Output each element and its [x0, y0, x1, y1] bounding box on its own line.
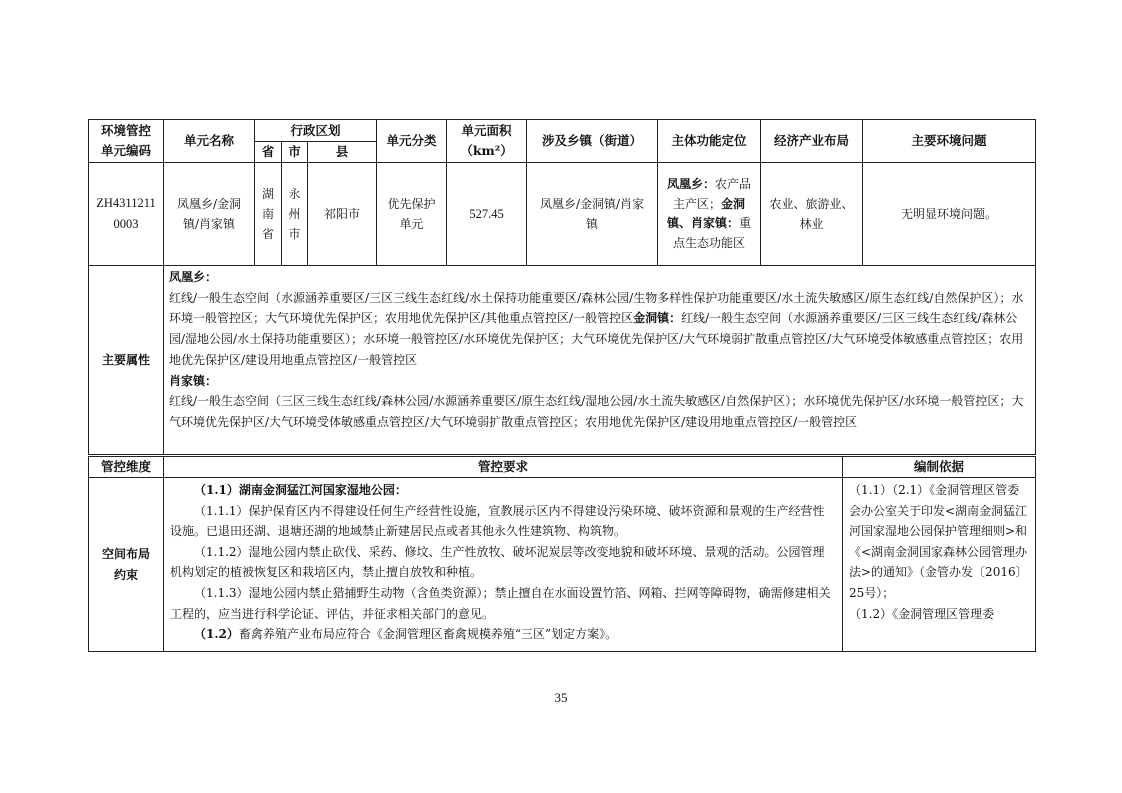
- function-value: [658, 163, 761, 266]
- admin-header: 行政区划: [255, 120, 377, 142]
- name-header: 单元名称: [164, 120, 255, 163]
- jindong-title: 金洞镇：: [633, 311, 682, 326]
- province-header: 省: [255, 142, 282, 163]
- req-1-2: （1.2）畜禽养殖产业布局应符合《金洞管理区畜禽规模养殖“三区”划定方案》。: [194, 627, 618, 642]
- function-header: 主体功能定位: [658, 120, 761, 163]
- dimension-header: 管控维度: [89, 457, 164, 478]
- xiaojia-attributes: 红线/一般生态空间（三区三线生态红线/森林公园/水源涵养重要区/原生态红线/湿地公园/水土流失敏感区/自然保护区）；水环境优先保护区/水环境一般管控区；大气环境优先保护区/大气环境受体敏感重点管控区/大气环境弱扩散重点管控区；农用地优先保护区/建设用地重点管控区/一般管控区: [169, 394, 1024, 429]
- issues-value: 无明显环境问题。: [863, 163, 1036, 266]
- requirement-header: 管控要求: [164, 457, 843, 478]
- attributes-content: [164, 266, 1036, 455]
- towns-value: 凤凰乡/金洞镇/肖家镇: [527, 163, 658, 266]
- spatial-requirements: [164, 478, 843, 652]
- function-jindong-label: 金洞镇、肖家镇：: [667, 196, 746, 230]
- county-value: 祁阳市: [308, 163, 377, 266]
- xiaojia-title: 肖家镇：: [169, 373, 218, 388]
- city-header: 市: [282, 142, 308, 163]
- area-value: 527.45: [447, 163, 527, 266]
- basis-1: （1.1）（2.1）《金洞管理区管委会办公室关于印发<湖南金洞猛江河国家湿地公园保护管理细则>和《<湖南金洞国家森林公园管理办法>的通知》（金管办发〔2016〕25号）；: [849, 483, 1028, 600]
- unit-code: ZH43112110003: [89, 163, 164, 266]
- province-value: 湖南省: [255, 163, 282, 266]
- spatial-dimension: 空间布局约束: [89, 478, 164, 652]
- area-header: 单元面积（km²）: [447, 120, 527, 163]
- category-value: 优先保护单元: [377, 163, 447, 266]
- req-1-1-2: （1.1.2）湿地公园内禁止砍伐、采药、修坟、生产性放牧、破坏泥炭层等改变地貌和破坏环境、景观的活动。公园管理机构划定的植被恢复区和栽培区内，禁止擅自放牧和种植。: [170, 544, 825, 580]
- basis-header: 编制依据: [843, 457, 1036, 478]
- issues-header: 主要环境问题: [863, 120, 1036, 163]
- code-header: 环境管控单元编码: [89, 120, 164, 163]
- function-jindong-text: 重点生态功能区: [673, 216, 752, 250]
- fenghuang-title: 凤凰乡：: [169, 270, 218, 284]
- county-header: 县: [308, 142, 377, 163]
- economy-header: 经济产业布局: [761, 120, 863, 163]
- attributes-label: 主要属性: [89, 266, 164, 455]
- economy-value: 农业、旅游业、林业: [761, 163, 863, 266]
- control-table: [88, 456, 1036, 652]
- towns-header: 涉及乡镇（街道）: [527, 120, 658, 163]
- fenghuang-attributes: 红线/一般生态空间（水源涵养重要区/三区三线生态红线/水土保持功能重要区/森林公园/生物多样性保护功能重要区/水土流失敏感区/原生态红线/自然保护区）；水环境一般管控区；大气环境优先保护区；农用地优先保护区/其他重点管控区/一般管控区金洞镇：红线/一般生态空间（水源涵养重要区/三区三线生态红线/森林公园/湿地公园/水土保持功能重要区）；水环境一般管控区/水环境优先保护区；大气环境优先保护区/大气环境弱扩散重点管控区/大气环境受体敏感重点管控区；农用地优先保护区/建设用地重点管控区/一般管控区: [169, 290, 1024, 367]
- jindong-attributes: 红线/一般生态空间（水源涵养重要区/三区三线生态红线/森林公园/湿地公园/水土保持功能重要区）；水环境一般管控区/水环境优先保护区；大气环境优先保护区/大气环境弱扩散重点管控区/大气环境受体敏感重点管控区；农用地优先保护区/建设用地重点管控区/一般管控区: [169, 311, 1024, 367]
- basis-2: （1.2）《金洞管理区管理委: [849, 606, 995, 621]
- req-1-1-title: （1.1）湖南金洞猛江河国家湿地公园：: [194, 483, 407, 497]
- city-value: 永州市: [282, 163, 308, 266]
- page-number: 35: [554, 690, 568, 705]
- category-header: 单元分类: [377, 120, 447, 163]
- unit-name: 凤凰乡/金洞镇/肖家镇: [164, 163, 255, 266]
- unit-table: [88, 119, 1036, 455]
- req-1-1-3: （1.1.3）湿地公园内禁止猎捕野生动物（含鱼类资源）；禁止擅自在水面设置竹箔、网箱、拦网等障碍物，确需修建相关工程的，应当进行科学论证、评估，并征求相关部门的意见。: [170, 585, 831, 621]
- function-fenghuang-label: 凤凰乡：: [667, 177, 716, 191]
- req-1-1-1: （1.1.1）保护保育区内不得建设任何生产经营性设施，宣教展示区内不得建设污染环境、破坏资源和景观的生产经营性设施。已退田还湖、退塘还湖的地域禁止新建居民点或者其他永久性建筑物、构筑物。: [170, 503, 825, 539]
- function-fenghuang-text: 农产品主产区；: [673, 177, 752, 211]
- spatial-basis: [843, 478, 1036, 652]
